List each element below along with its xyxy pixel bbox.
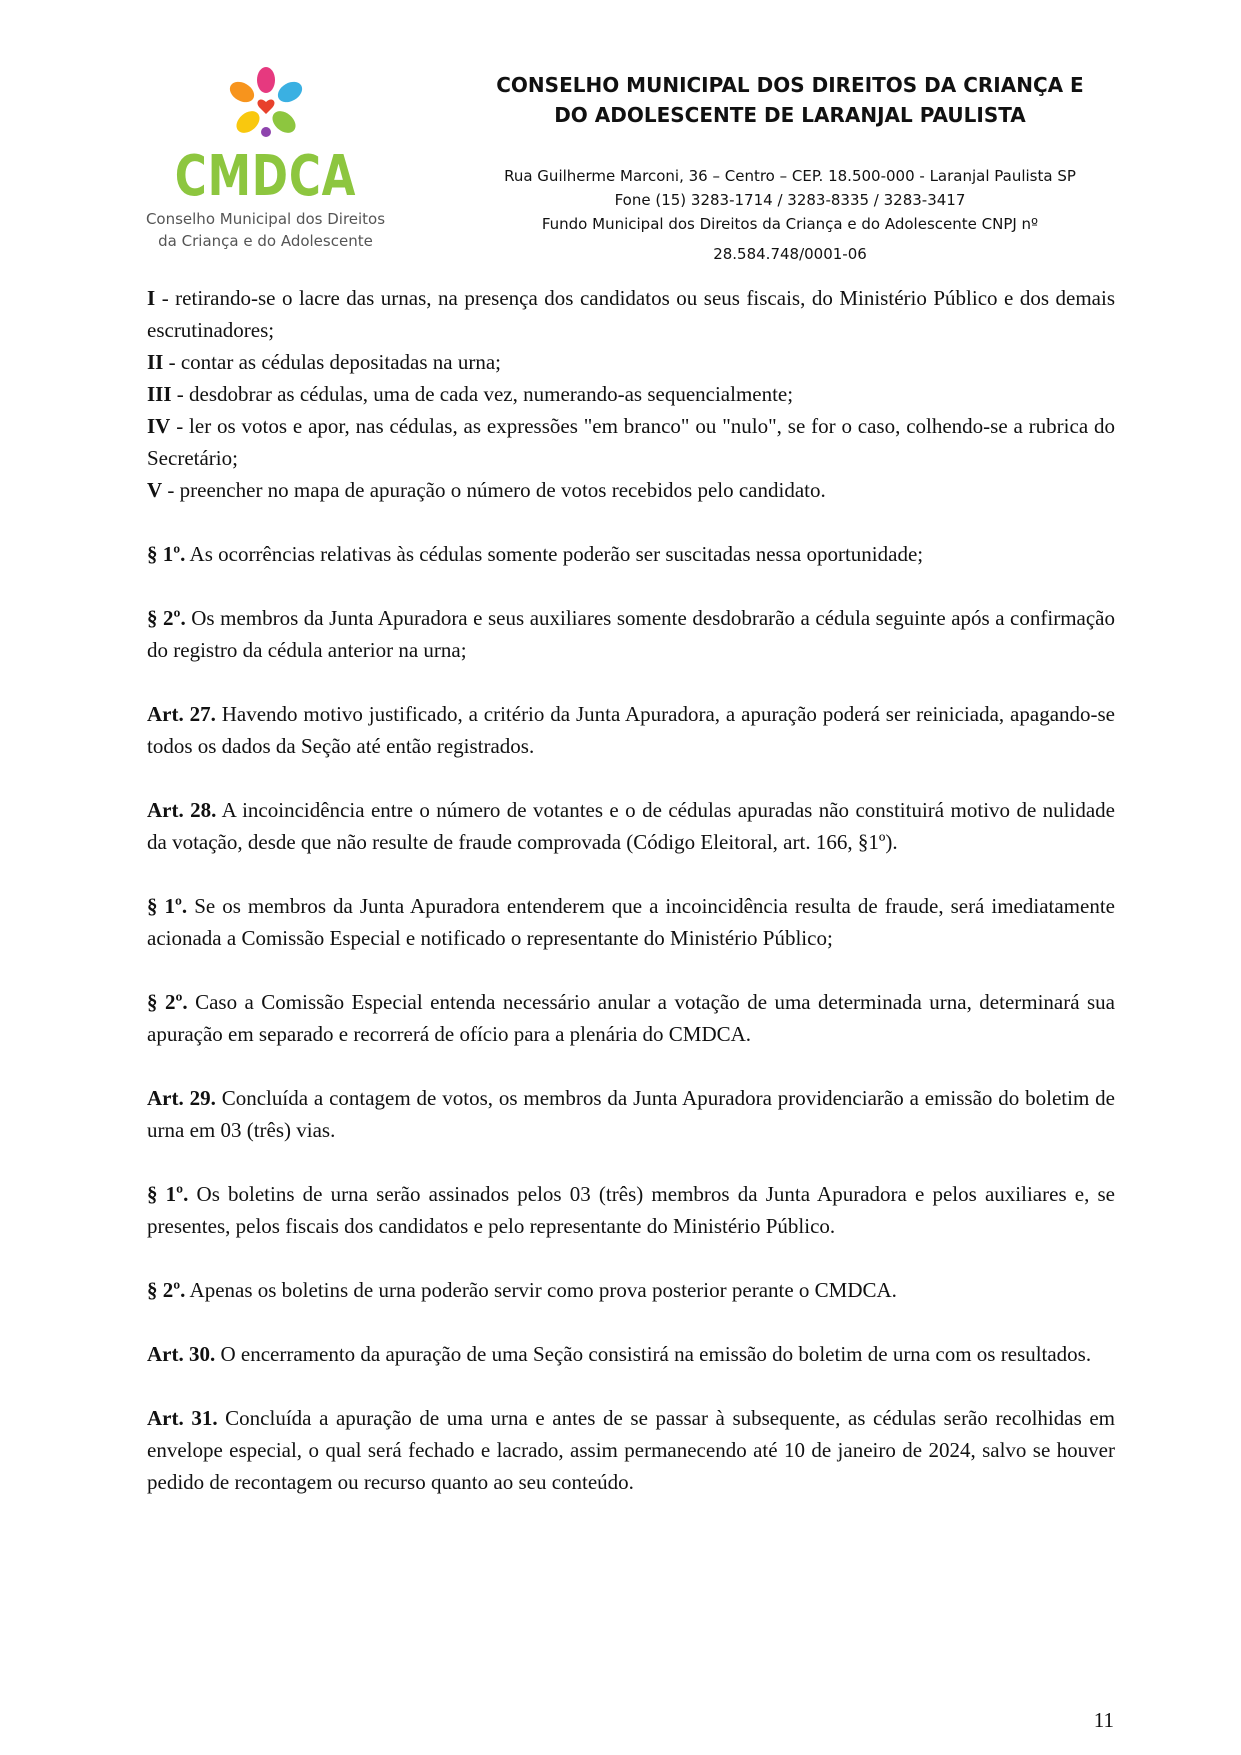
header-title [420, 70, 1160, 130]
item-text: - preencher no mapa de apuração o número de votos recebidos pelo candidato. [162, 478, 826, 502]
paragraph-label: Art. 30. [147, 1342, 216, 1366]
header-title-line1: CONSELHO MUNICIPAL DOS DIREITOS DA CRIANÇA E [496, 73, 1084, 97]
item-text: - desdobrar as cédulas, uma de cada vez, numerando-as sequencialmente; [171, 382, 794, 406]
logo-caption-line2: da Criança e do Adolescente [158, 232, 373, 250]
page-number: 11 [1093, 1708, 1114, 1732]
paragraph-text: O encerramento da apuração de uma Seção consistirá na emissão do boletim de urna com os resultados. [215, 1342, 1092, 1366]
document-body [147, 282, 1115, 1498]
paragraph [147, 1338, 1115, 1370]
paragraph-label: § 1º. [147, 1182, 189, 1206]
item-label: V [147, 478, 163, 502]
logo-caption-line1: Conselho Municipal dos Direitos [145, 210, 386, 228]
paragraph-label: Art. 31. [147, 1406, 218, 1430]
paragraph-text: Os membros da Junta Apuradora e seus auxiliares somente desdobrarão a cédula seguinte após a confirmação do registro da cédula anterior na urna; [147, 606, 1115, 662]
paragraph [147, 890, 1115, 954]
paragraph [147, 794, 1115, 858]
paragraph-label: § 2º. [147, 990, 188, 1014]
item-text: - ler os votos e apor, nas cédulas, as expressões "em branco" ou "nulo", se for o caso, colhendo-se a rubrica do Secretário; [147, 414, 1115, 470]
hands-emblem-icon [220, 66, 312, 146]
paragraph-text: Se os membros da Junta Apuradora entenderem que a incoincidência resulta de fraude, será imediatamente acionada a Comissão Especial e notificado o representante do Ministério Público; [147, 894, 1115, 950]
paragraph-text: Concluída a apuração de uma urna e antes de se passar à subsequente, as cédulas serão recolhidas em envelope especial, o qual será fechado e lacrado, assim permanecendo até 10 de janeiro de 2024, salvo se houver pedido de recontagem ou recurso quanto ao seu conteúdo. [147, 1406, 1116, 1494]
logo-wordmark: CMDCA [174, 144, 357, 209]
paragraph-text: Caso a Comissão Especial entenda necessário anular a votação de uma determinada urna, determinará sua apuração em separado e recorrerá de ofício para a plenária do CMDCA. [147, 990, 1115, 1046]
paragraph-label: § 2º. [147, 1278, 186, 1302]
paragraph [147, 1082, 1115, 1146]
paragraph-text: A incoincidência entre o número de votantes e o de cédulas apuradas não constituirá motivo de nulidade da votação, desde que não resulte de fraude comprovada (Código Eleitoral, art. 166, §1º). [147, 798, 1115, 854]
paragraph-text: Apenas os boletins de urna poderão servir como prova posterior perante o CMDCA. [185, 1278, 897, 1302]
header-contact [420, 164, 1160, 266]
paragraph [147, 1402, 1115, 1498]
paragraph [147, 1274, 1115, 1306]
header-address: Rua Guilherme Marconi, 36 – Centro – CEP. 18.500-000 - Laranjal Paulista SP [504, 167, 1076, 185]
list-item [147, 282, 1115, 346]
logo-caption [138, 208, 393, 252]
cmdca-logo [138, 66, 398, 256]
paragraph-text: Os boletins de urna serão assinados pelos 03 (três) membros da Junta Apuradora e pelos auxiliares e, se presentes, pelos fiscais dos candidatos e pelo representante do Ministério Público. [147, 1182, 1116, 1238]
header-phone: Fone (15) 3283-1714 / 3283-8335 / 3283-3417 [614, 191, 966, 209]
paragraph-label: § 1º. [147, 542, 186, 566]
item-label: IV [147, 414, 171, 438]
paragraph [147, 538, 1115, 570]
paragraph [147, 698, 1115, 762]
item-label: II [147, 350, 164, 374]
paragraph [147, 986, 1115, 1050]
paragraph-label: § 1º. [147, 894, 188, 918]
list-item [147, 474, 1115, 506]
paragraph-label: Art. 27. [147, 702, 216, 726]
list-item [147, 346, 1115, 378]
paragraph-label: Art. 28. [147, 798, 217, 822]
list-item [147, 378, 1115, 410]
paragraph-text: Concluída a contagem de votos, os membros da Junta Apuradora providenciarão a emissão do boletim de urna em 03 (três) vias. [147, 1086, 1115, 1142]
header-cnpj: 28.584.748/0001-06 [713, 245, 867, 263]
header-fund: Fundo Municipal dos Direitos da Criança e do Adolescente CNPJ nº [541, 215, 1039, 233]
paragraph-label: § 2º. [147, 606, 186, 630]
item-label: I [147, 286, 156, 310]
paragraph-text: As ocorrências relativas às cédulas somente poderão ser suscitadas nessa oportunidade; [185, 542, 924, 566]
list-item [147, 410, 1115, 474]
item-text: - retirando-se o lacre das urnas, na presença dos candidatos ou seus fiscais, do Ministério Público e dos demais escrutinadores; [147, 286, 1115, 342]
paragraph [147, 1178, 1115, 1242]
paragraph-label: Art. 29. [147, 1086, 216, 1110]
paragraph [147, 602, 1115, 666]
item-text: - contar as cédulas depositadas na urna; [163, 350, 501, 374]
paragraph-text: Havendo motivo justificado, a critério da Junta Apuradora, a apuração poderá ser reiniciada, apagando-se todos os dados da Seção até então registrados. [147, 702, 1115, 758]
item-label: III [147, 382, 172, 406]
header-title-line2: DO ADOLESCENTE DE LARANJAL PAULISTA [554, 103, 1026, 127]
